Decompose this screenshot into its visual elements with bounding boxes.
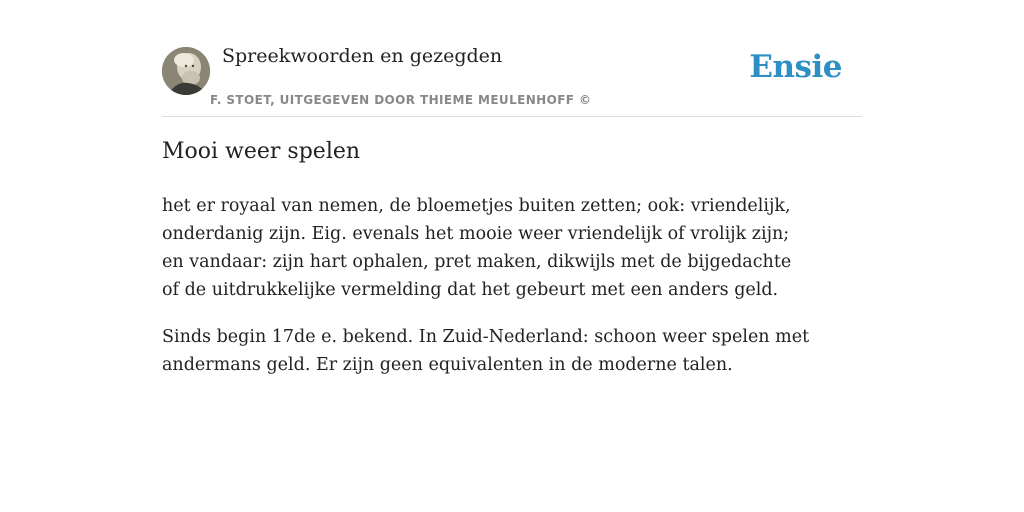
source-header — [162, 40, 862, 117]
entry-body — [162, 192, 812, 398]
source-title[interactable]: Spreekwoorden en gezegden — [222, 45, 503, 67]
author-portrait-icon — [162, 47, 210, 95]
ensie-logo[interactable]: Ensie — [749, 49, 842, 85]
entry-title: Mooi weer spelen — [162, 139, 361, 164]
entry-paragraph: Sinds begin 17de e. bekend. In Zuid-Nederland: schoon weer spelen met andermans geld. Er zijn geen equivalenten in de moderne talen. — [162, 327, 810, 375]
author-avatar[interactable] — [162, 47, 210, 95]
entry-paragraph: het er royaal van nemen, de bloemetjes buiten zetten; ook: vriendelijk, onderdanig zijn. Eig. evenals het mooie weer vriendelijk of vrolijk zijn; en vandaar: zijn hart ophalen, pret maken, dikwijls met de bijgedachte of de uitdrukkelijke vermelding dat het gebeurt met een anders geld. — [162, 196, 792, 300]
source-credit: F. STOET, UITGEGEVEN DOOR THIEME MEULENHOFF © — [210, 93, 592, 107]
